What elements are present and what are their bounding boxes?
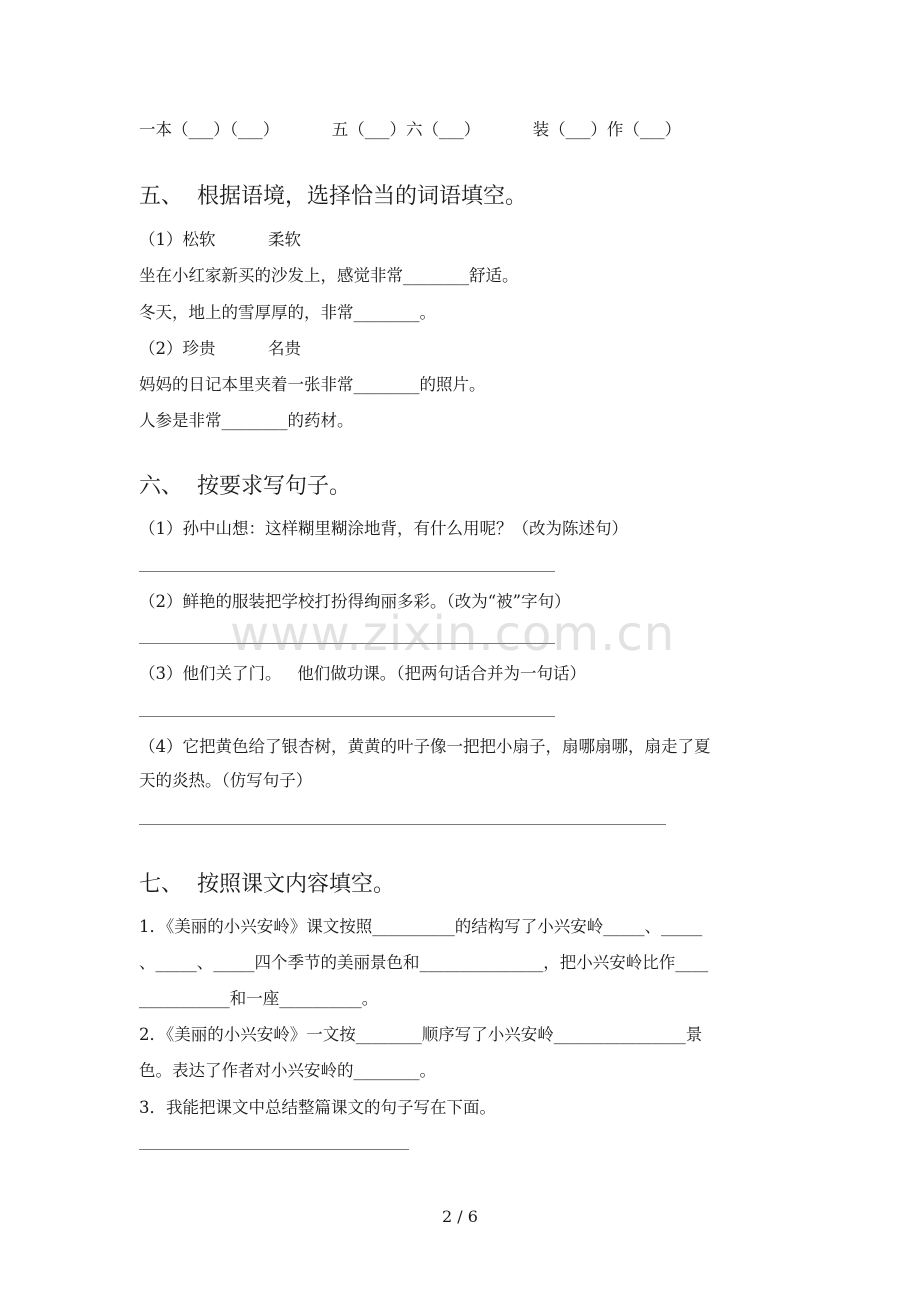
section-seven-heading: 七、 按照课文内容填空。 [139,872,395,897]
text-fill-q1-line-1: 1．《美丽的小兴安岭》课文按照__________的结构写了小兴安岭_____、_____ [139,917,703,936]
word-group-1: （1）松软 柔软 [139,230,301,249]
rewrite-question-2: （2）鲜艳的服装把学校打扮得绚丽多彩。（改为“被”字句） [139,592,571,611]
rewrite-question-1: （1）孙中山想：这样糊里糊涂地背，有什么用呢？（改为陈述句） [139,519,628,538]
watermark: www.zixin.com.cn [230,606,676,662]
text-fill-q1-line-3: ___________和一座__________。 [139,989,379,1008]
section-five-heading: 五、 根据语境，选择恰当的词语填空。 [139,184,527,209]
text-fill-q1-line-2: 、_____、_____四个季节的美丽景色和_______________，把小兴安岭比作____ [139,953,709,972]
rewrite-question-3: （3）他们关了门。 他们做功课。（把两句话合并为一句话） [139,664,586,683]
sentence-2-1: 妈妈的日记本里夹着一张非常________的照片。 [139,375,486,394]
word-fill-row: 一本（___）（___） 五（___）六（___） 装（___）作（___） [139,120,682,139]
page-number: 2 / 6 [442,1207,478,1226]
text-fill-q2-line-1: 2．《美丽的小兴安岭》一文按________顺序写了小兴安岭________________景 [139,1025,703,1044]
sentence-1-2: 冬天，地上的雪厚厚的，非常________。 [139,303,436,322]
answer-line-3 [139,716,555,717]
rewrite-question-4-line-2: 天的炎热。（仿写句子） [139,771,313,790]
text-fill-q3: 3．我能把课文中总结整篇课文的句子写在下面。 [139,1098,496,1117]
sentence-1-1: 坐在小红家新买的沙发上，感觉非常________舒适。 [139,266,519,285]
answer-line-1 [139,571,555,572]
word-group-2: （2）珍贵 名贵 [139,339,301,358]
section-six-heading: 六、 按要求写句子。 [139,474,351,499]
text-fill-q2-line-2: 色。表达了作者对小兴安岭的________。 [139,1061,436,1080]
answer-line-4 [139,824,666,825]
answer-line-5 [139,1149,409,1150]
sentence-2-2: 人参是非常________的药材。 [139,411,354,430]
rewrite-question-4-line-1: （4）它把黄色给了银杏树，黄黄的叶子像一把把小扇子，扇哪扇哪，扇走了夏 [139,737,711,756]
